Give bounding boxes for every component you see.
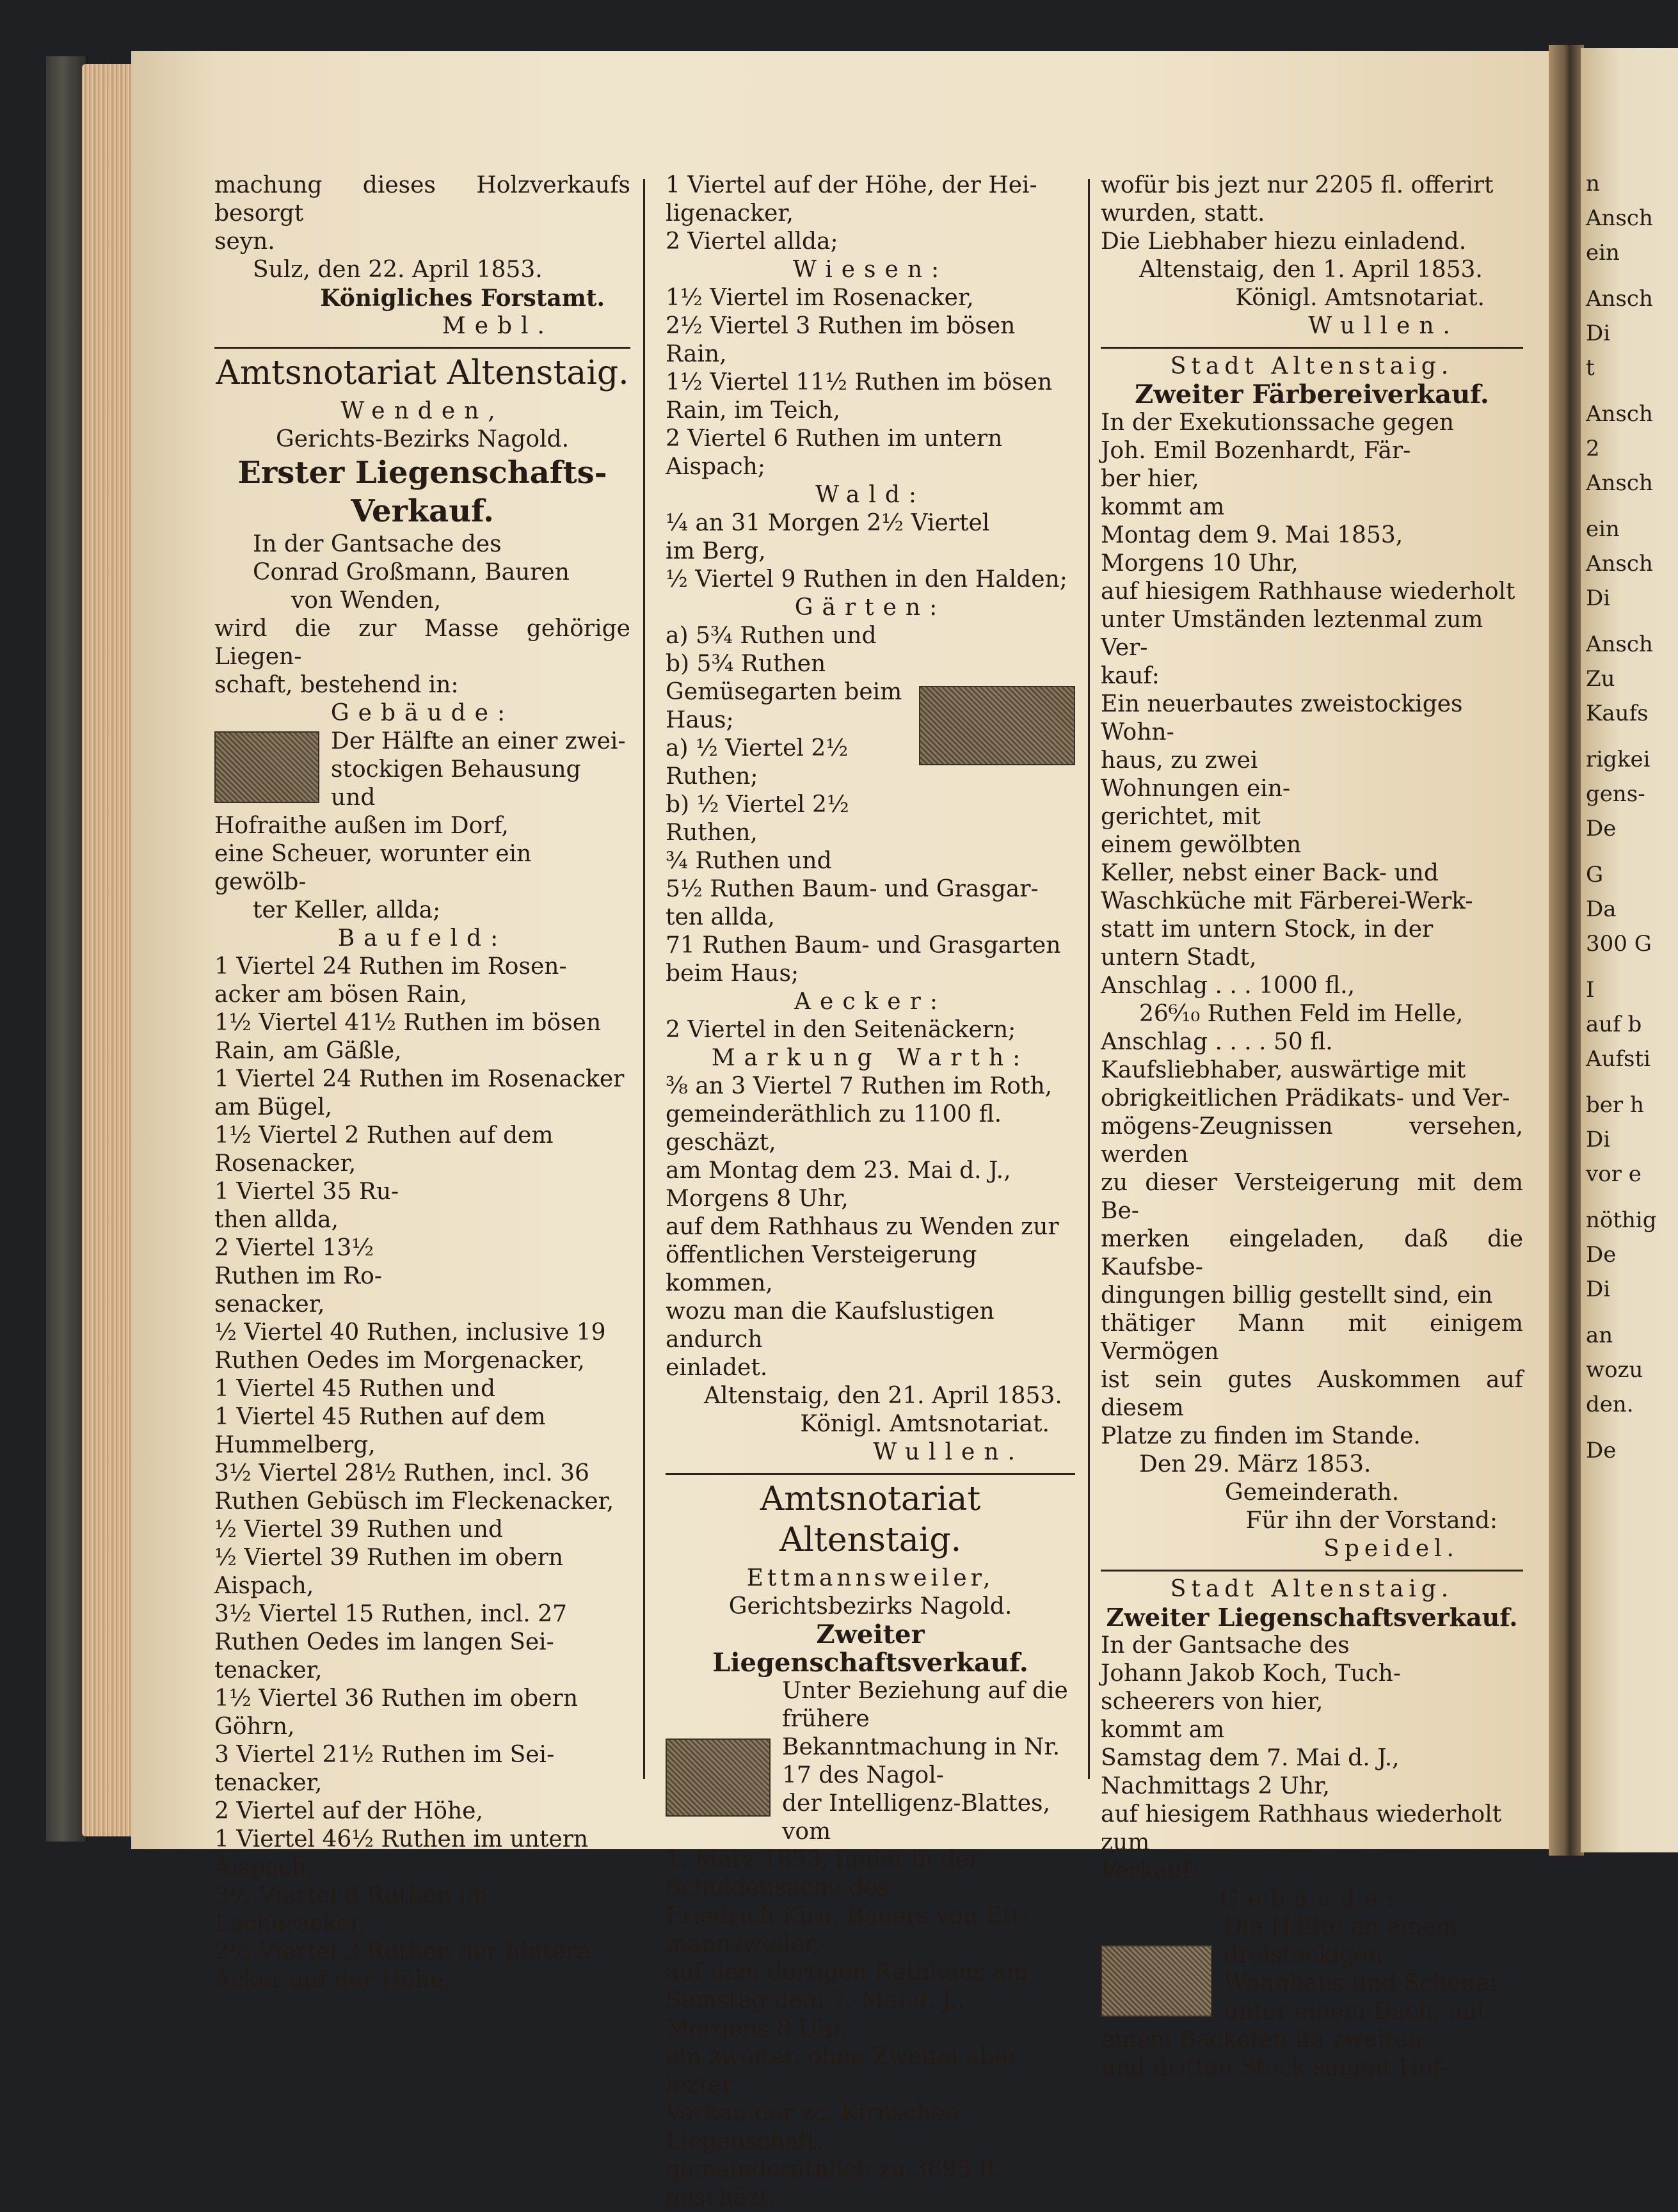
next-page-text: G	[1586, 862, 1604, 887]
body-line: Samstag dem 7. Mai d. J.,	[1101, 1745, 1400, 1771]
next-page-text: De	[1586, 1242, 1617, 1268]
body-line: 1. März 1853, findet in der	[666, 1847, 980, 1873]
parcel-line: 2 Viertel auf der Höhe,	[214, 1798, 483, 1824]
intro-line: von Wenden,	[291, 587, 442, 614]
body-line: Unter Beziehung auf die frühere	[782, 1678, 1068, 1732]
next-page-text: Aufsti	[1586, 1046, 1651, 1072]
next-page-text: wozu	[1586, 1357, 1643, 1383]
parcel-line: Ruthen Gebüsch im Fleckenacker,	[214, 1488, 614, 1515]
parcel-line: ten allda,	[666, 904, 775, 930]
body-line: ter Keller, allda;	[253, 897, 441, 923]
authority: Königl. Amtsnotariat.	[800, 1411, 1050, 1437]
body-line: der Intelligenz-Blattes, vom	[782, 1790, 1050, 1845]
column-rule-2	[1088, 179, 1090, 1779]
next-page-text: vor e	[1586, 1161, 1642, 1187]
body-line: ⅜ an 3 Viertel 7 Ruthen im Roth,	[666, 1073, 1053, 1099]
parcel-line: 2 Viertel 13½	[214, 1235, 374, 1261]
body-line: kommt am	[1101, 494, 1225, 520]
next-page-text: rigkei	[1586, 747, 1650, 772]
parcel-line: ½ Viertel 39 Ruthen und	[214, 1516, 504, 1543]
next-page-text: t	[1586, 355, 1595, 381]
body-line: Die Hälfte an einem dreistockigen	[1224, 1914, 1458, 1968]
parcel-line: Ruthen Oedes im langen Sei-	[214, 1629, 554, 1655]
body-line: am Montag dem 23. Mai d. J.,	[666, 1158, 1011, 1184]
separator	[1101, 1570, 1523, 1571]
body-line: Montag dem 9. Mai 1853,	[1101, 522, 1403, 548]
column-rule-1	[643, 179, 645, 1779]
body-line: ein zweiter, ohne Zweifel aber lezter	[666, 2044, 1019, 2098]
parcel-line: Hummelberg,	[214, 1432, 376, 1458]
farmstead-vignette	[919, 686, 1075, 765]
next-page-text: auf b	[1586, 1012, 1642, 1037]
parcel-line: 3½ Viertel 8 Ruthen im Locheracker,	[214, 1882, 488, 1937]
next-page-text: Ansch	[1586, 286, 1653, 312]
for-him: Für ihn der Vorstand:	[1245, 1508, 1498, 1534]
parcel-line: ½ Viertel 9 Ruthen in den Halden;	[666, 566, 1067, 593]
next-page-text: Di	[1586, 1127, 1611, 1152]
body-line: seyn.	[214, 228, 275, 255]
parcel-line: Ruthen Oedes im Morgenacker,	[214, 1348, 585, 1374]
body-line: scheerers von hier,	[1101, 1689, 1323, 1715]
body-line: In der Gantsache des	[1101, 1632, 1350, 1659]
intro-line: schaft, bestehend in:	[214, 672, 459, 698]
body-line: Friedrich Kirn, Bauers von Ett-	[666, 1903, 1028, 1929]
next-page-text: De	[1586, 816, 1617, 841]
body-line: In der Exekutionssache gegen	[1101, 410, 1454, 436]
intro-line: Conrad Großmann, Bauren	[253, 559, 570, 585]
district: Gerichts-Bezirks Nagold.	[275, 426, 570, 452]
next-page-text: Di	[1586, 321, 1611, 346]
body-line: ber hier,	[1101, 466, 1199, 492]
body-line: dingungen billig gestellt sind, ein	[1101, 1282, 1493, 1309]
subsection-heading: Gebäude:	[1220, 1886, 1404, 1912]
house-vignette	[1101, 1945, 1212, 2017]
book-gutter	[1549, 45, 1584, 1856]
next-page-text: ein	[1586, 240, 1620, 266]
subsection-heading: Aecker:	[794, 989, 947, 1015]
body-line: gerichtet, mit	[1101, 804, 1261, 830]
body-line: und dritten Stock sammt Hof-	[1101, 2055, 1449, 2081]
intro-line: In der Gantsache des	[253, 531, 502, 557]
body-line: Johann Jakob Koch, Tuch-	[1101, 1660, 1401, 1687]
parcel-line: ½ Viertel 39 Ruthen im obern	[214, 1545, 564, 1571]
parcel-line: then allda,	[214, 1207, 339, 1233]
parcel-line: 1 Viertel 24 Ruthen im Rosenacker	[214, 1066, 625, 1092]
body-line: wurden, statt.	[1101, 200, 1265, 227]
parcel-line: Ruthen;	[666, 763, 758, 790]
body-line: Ein neuerbautes zweistockiges Wohn-	[1101, 691, 1463, 745]
parcel-line: ligenacker,	[666, 200, 794, 227]
body-line: Platze zu finden im Stande.	[1101, 1423, 1421, 1449]
council: Gemeinderath.	[1224, 1479, 1400, 1506]
body-line: ist sein gutes Auskommen auf diesem	[1101, 1367, 1523, 1421]
signature: Speidel.	[1323, 1536, 1459, 1562]
parcel-line: 1½ Viertel 41½ Ruthen im bösen	[214, 1010, 602, 1036]
body-line: kommt am	[1101, 1717, 1225, 1743]
body-line: wofür bis jezt nur 2205 fl. offerirt	[1101, 172, 1494, 198]
separator	[1101, 347, 1523, 349]
body-line: auf hiesigem Rathhause wiederholt	[1101, 578, 1515, 605]
notice-title-2: Verkauf.	[351, 493, 494, 529]
parcel-line: Göhrn,	[214, 1714, 295, 1740]
parcel-line: 2 Viertel allda;	[666, 228, 838, 255]
parcel-line: Acker auf der Höhe,	[214, 1967, 451, 1993]
body-line: Kaufsliebhaber, auswärtige mit	[1101, 1057, 1466, 1083]
body-line: Morgens 8 Uhr,	[666, 2016, 849, 2042]
dateline: Altenstaig, den 21. April 1853.	[704, 1383, 1062, 1409]
dateline: Altenstaig, den 1. April 1853.	[1139, 257, 1483, 283]
next-page-text: 2	[1586, 436, 1600, 461]
body-line: merken eingeladen, daß die Kaufsbe-	[1101, 1226, 1523, 1280]
body-line: auf hiesigem Rathhaus wiederholt zum	[1101, 1801, 1502, 1856]
next-page-text: Di	[1586, 585, 1611, 611]
body-line: auf dem Rathhaus zu Wenden zur	[666, 1214, 1059, 1240]
house-vignette	[214, 731, 319, 803]
subsection-heading: Gebäude:	[330, 700, 515, 726]
body-line: einladet.	[666, 1355, 768, 1381]
district: Gerichtsbezirks Nagold.	[728, 1593, 1012, 1619]
next-page-text: an	[1586, 1323, 1613, 1348]
dateline: Sulz, den 22. April 1853.	[253, 257, 543, 283]
notice-title: Zweiter Liegenschaftsverkauf.	[1106, 1603, 1518, 1632]
parcel-line: 1 Viertel 24 Ruthen im Rosen-	[214, 953, 567, 980]
notice-title: Zweiter Liegenschaftsverkauf.	[712, 1619, 1028, 1678]
parcel-line: 2½ Viertel 3 Ruthen der hintere	[214, 1939, 590, 1965]
column-3	[1101, 171, 1523, 2081]
next-page-text: ein	[1586, 516, 1620, 542]
parcel-line: 1 Viertel 45 Ruthen und	[214, 1376, 496, 1402]
parcel-line: Aispach,	[214, 1573, 314, 1599]
notice-title: Zweiter Färbereiverkauf.	[1135, 379, 1489, 410]
parcel-line: b) ½ Viertel 2½	[666, 792, 849, 818]
parcel-line: Rain,	[666, 341, 727, 367]
parcel-line: b) 5¾ Ruthen Gemüsegarten beim	[666, 651, 902, 705]
parcel-line: Rain, am Gäßle,	[214, 1038, 402, 1064]
parcel-line: 71 Ruthen Baum- und Grasgarten	[666, 932, 1061, 959]
parcel-line: Aispach,	[214, 1854, 314, 1881]
price-line: Anschlag . . . . 50 fl.	[1101, 1029, 1333, 1055]
subsection-heading: Wald:	[815, 482, 926, 508]
body-line: zu dieser Versteigerung mit dem Be-	[1101, 1170, 1523, 1224]
parcel-line: ½ Viertel 40 Ruthen, inclusive 19	[214, 1319, 606, 1346]
column-2	[666, 171, 1075, 2211]
parcel-line: 1 Viertel 45 Ruthen auf dem	[214, 1404, 546, 1430]
parcel-line: 1½ Viertel 36 Ruthen im obern	[214, 1685, 579, 1712]
parcel-line: tenacker,	[214, 1770, 323, 1796]
body-line: 26⁶⁄₁₀ Ruthen Feld im Helle,	[1139, 1001, 1464, 1027]
column-1	[214, 171, 630, 1993]
parcel-line: Haus;	[666, 707, 734, 733]
body-line: Wohnungen ein-	[1101, 776, 1291, 802]
body-line: mannsweiler,	[666, 1931, 820, 1957]
parcel-line: Ruthen im Ro-	[214, 1263, 382, 1289]
parcel-line: beim Haus;	[666, 960, 799, 987]
subsection-heading: Markung Warth:	[711, 1045, 1030, 1071]
body-line: statt im untern Stock, in der	[1101, 916, 1434, 943]
next-page-text: Ansch	[1586, 205, 1653, 231]
next-page-text: De	[1586, 1438, 1617, 1463]
house-vignette	[666, 1739, 771, 1817]
body-line: kauf:	[1101, 663, 1160, 689]
next-page-fragment	[1581, 48, 1678, 1852]
next-page-text: n	[1586, 171, 1600, 196]
parcel-line: Rain, im Teich,	[666, 397, 840, 424]
next-page-text: Zu	[1586, 666, 1615, 692]
body-line: haus, zu zwei	[1101, 747, 1258, 774]
parcel-line: im Berg,	[666, 538, 766, 564]
body-line: thätiger Mann mit einigem Vermögen	[1101, 1310, 1523, 1365]
section-header: Stadt Altenstaig.	[1170, 1576, 1454, 1602]
signature: Wullen.	[873, 1439, 1024, 1465]
body-line: gemeinderäthlich zu 1100 fl. geschäzt,	[666, 1101, 1002, 1156]
place-name: Wenden,	[340, 398, 504, 424]
parcel-line: ¼ an 31 Morgen 2½ Viertel	[666, 510, 990, 536]
section-header: Stadt Altenstaig.	[1170, 353, 1454, 379]
parcel-line: 5½ Ruthen Baum- und Grasgar-	[666, 876, 1039, 902]
parcel-line: 3 Viertel 21½ Ruthen im Sei-	[214, 1742, 555, 1768]
next-page-text: Da	[1586, 896, 1617, 922]
next-page-text: Kaufs	[1586, 701, 1649, 726]
body-line: einem gewölbten	[1101, 832, 1302, 858]
body-line: Wohnhaus und Scheuer	[1224, 1970, 1501, 1996]
body-line: mögens-Zeugnissen versehen, werden	[1101, 1113, 1523, 1168]
section-header: Amtsnotariat Altenstaig.	[216, 354, 629, 392]
parcel-line: 1½ Viertel 2 Ruthen auf dem	[214, 1122, 554, 1149]
parcel-line: 2 Viertel in den Seitenäckern;	[666, 1017, 1016, 1043]
separator	[666, 1473, 1075, 1475]
next-page-text: Di	[1586, 1277, 1611, 1302]
price-line: Anschlag . . . 1000 fl.,	[1101, 973, 1355, 999]
body-line: Samstag dem 7. Mai d. J.,	[666, 1987, 964, 2014]
parcel-line: a) 5¾ Ruthen und	[666, 623, 877, 649]
body-line: einem Backofen im zweiten	[1101, 2026, 1423, 2053]
parcel-line: Ruthen,	[666, 820, 758, 846]
body-line: Waschküche mit Färberei-Werk-	[1101, 888, 1473, 914]
parcel-line: acker am bösen Rain,	[214, 982, 468, 1008]
body-line: Verkau der zc. Kirnschen Liegenschaft,	[666, 2100, 960, 2154]
body-line: gemeinderäthlich zu 3895 fl. geschäzt,	[666, 2156, 1002, 2211]
next-page-text: ber h	[1586, 1092, 1644, 1118]
body-line: Morgens 10 Uhr,	[1101, 550, 1298, 577]
next-page-text: I	[1586, 977, 1595, 1003]
body-line: wozu man die Kaufslustigen andurch	[666, 1298, 995, 1353]
body-line: öffentlichen Versteigerung kommen,	[666, 1242, 977, 1296]
parcel-line: 1 Viertel 35 Ru-	[214, 1179, 399, 1205]
notice-title: Erster Liegenschafts-	[237, 455, 607, 491]
body-line: unter Umständen leztenmal zum Ver-	[1101, 607, 1483, 661]
parcel-line: senacker,	[214, 1291, 325, 1317]
body-line: Schuldensache des	[666, 1875, 890, 1901]
parcel-line: 1 Viertel 46½ Ruthen im untern	[214, 1826, 589, 1852]
parcel-line: tenacker,	[214, 1657, 323, 1683]
next-page-text: Ansch	[1586, 632, 1653, 657]
body-line: unter einem Dach, mit	[1224, 1998, 1487, 2025]
next-page-text: den.	[1586, 1392, 1634, 1417]
subsection-heading: Baufeld:	[337, 925, 507, 951]
subsection-heading: Gärten:	[794, 594, 947, 621]
body-line: stockigen Behausung und	[331, 756, 581, 811]
body-line: machung dieses Holzverkaufs besorgt	[214, 172, 630, 227]
body-line: Nachmittags 2 Uhr,	[1101, 1773, 1330, 1799]
parcel-line: a) ½ Viertel 2½	[666, 735, 849, 761]
parcel-line: ¾ Ruthen und	[666, 848, 832, 874]
body-line: Verkauf:	[1101, 1858, 1199, 1884]
next-page-text: 300 G	[1586, 931, 1652, 957]
signature: Wullen.	[1308, 313, 1459, 339]
body-line: Bekanntmachung in Nr. 17 des Nagol-	[782, 1734, 1060, 1788]
body-line: eine Scheuer, worunter ein gewölb-	[214, 841, 532, 895]
separator	[214, 347, 630, 349]
section-header: Amtsnotariat Altenstaig.	[760, 1480, 981, 1559]
next-page-text: gens-	[1586, 781, 1645, 807]
intro-line: wird die zur Masse gehörige Liegen-	[214, 616, 630, 670]
parcel-line: 1 Viertel auf der Höhe, der Hei-	[666, 172, 1037, 198]
dateline: Den 29. März 1853.	[1139, 1451, 1371, 1477]
body-line: Joh. Emil Bozenhardt, Fär-	[1101, 438, 1411, 464]
place-name: Ettmannsweiler,	[746, 1565, 995, 1591]
body-line: untern Stadt,	[1101, 944, 1257, 971]
authority: Königl. Amtsnotariat.	[1235, 285, 1485, 311]
parcel-line: 1½ Viertel 11½ Ruthen im bösen	[666, 369, 1053, 395]
next-page-text: Ansch	[1586, 401, 1653, 427]
body-line: auf dem dortigen Rathhaus am	[666, 1959, 1028, 1985]
body-line: Die Liebhaber hiezu einladend.	[1101, 228, 1467, 255]
authority: Königliches Forstamt.	[320, 285, 605, 312]
next-page-text: nöthig	[1586, 1207, 1657, 1233]
next-page-text: Ansch	[1586, 470, 1653, 496]
parcel-line: am Bügel,	[214, 1094, 332, 1120]
parcel-line: 1½ Viertel im Rosenacker,	[666, 285, 974, 311]
parcel-line: 2½ Viertel 3 Ruthen im bösen	[666, 313, 1016, 339]
body-line: obrigkeitlichen Prädikats- und Ver-	[1101, 1085, 1510, 1111]
parcel-line: 3½ Viertel 15 Ruthen, incl. 27	[214, 1601, 568, 1627]
body-line: Hofraithe außen im Dorf,	[214, 813, 509, 839]
subsection-heading: Wiesen:	[792, 257, 948, 283]
parcel-line: Rosenacker,	[214, 1150, 356, 1177]
body-line: Der Hälfte an einer zwei-	[331, 728, 626, 754]
parcel-line: 3½ Viertel 28½ Ruthen, incl. 36	[214, 1460, 589, 1486]
body-line: Keller, nebst einer Back- und	[1101, 860, 1439, 886]
signature: Mebl.	[442, 313, 554, 339]
next-page-text: Ansch	[1586, 551, 1653, 577]
parcel-line: 2 Viertel 6 Ruthen im untern Aispach;	[666, 426, 1003, 480]
body-line: Morgens 8 Uhr,	[666, 1186, 849, 1212]
